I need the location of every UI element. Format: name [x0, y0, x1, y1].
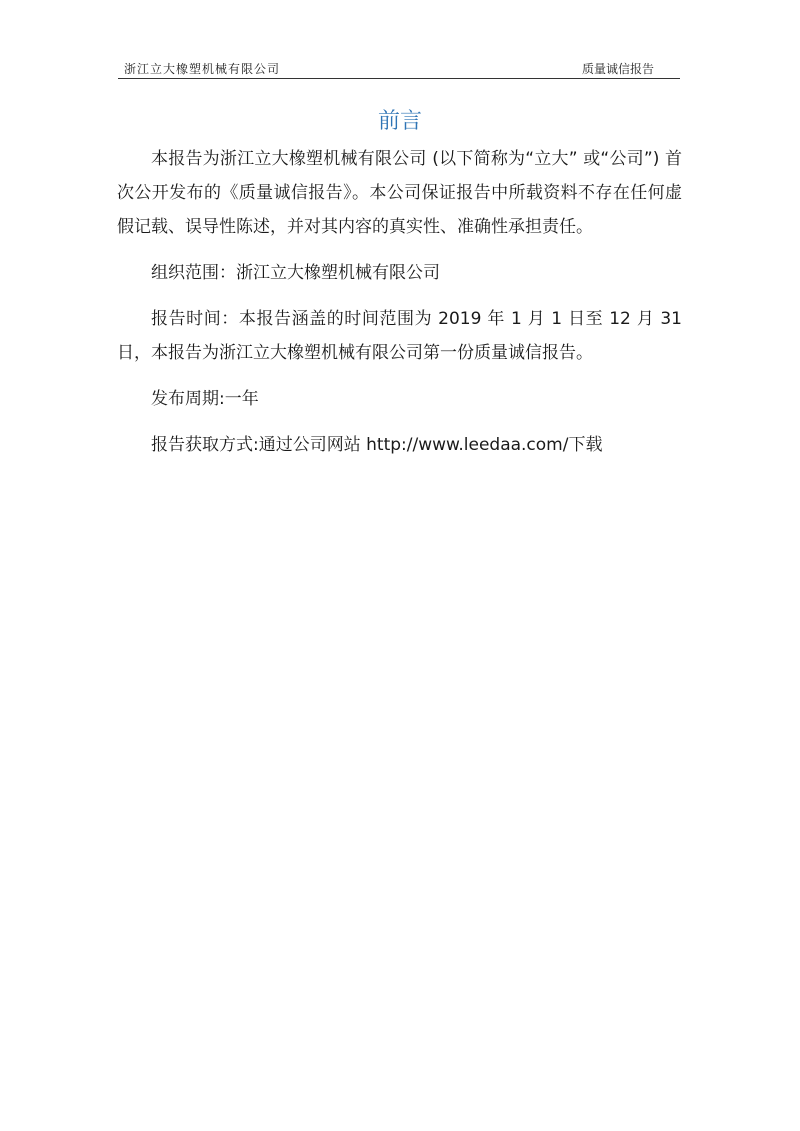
- cycle-paragraph: 发布周期:一年: [151, 389, 259, 409]
- intro-paragraph: 本报告为浙江立大橡塑机械有限公司 (以下简称为“立大” 或“公司”) 首次公开发布的《质量诚信报告》。本公司保证报告中所载资料不存在任何虚假记载、误导性陈述，并对其内容的真实性、准确性承担责任。: [117, 149, 682, 237]
- document-body: [117, 142, 682, 462]
- page-header: [118, 60, 680, 79]
- header-report-name: 质量诚信报告: [581, 62, 654, 76]
- page-title: 前言: [377, 109, 422, 134]
- access-paragraph: 报告获取方式:通过公司网站 http://www.leedaa.com/下载: [151, 435, 603, 455]
- period-paragraph: 报告时间：本报告涵盖的时间范围为 2019 年 1 月 1 日至 12 月 31 日，本报告为浙江立大橡塑机械有限公司第一份质量诚信报告。: [117, 309, 682, 363]
- header-company-name: 浙江立大橡塑机械有限公司: [124, 62, 281, 76]
- scope-paragraph: 组织范围：浙江立大橡塑机械有限公司: [151, 263, 440, 283]
